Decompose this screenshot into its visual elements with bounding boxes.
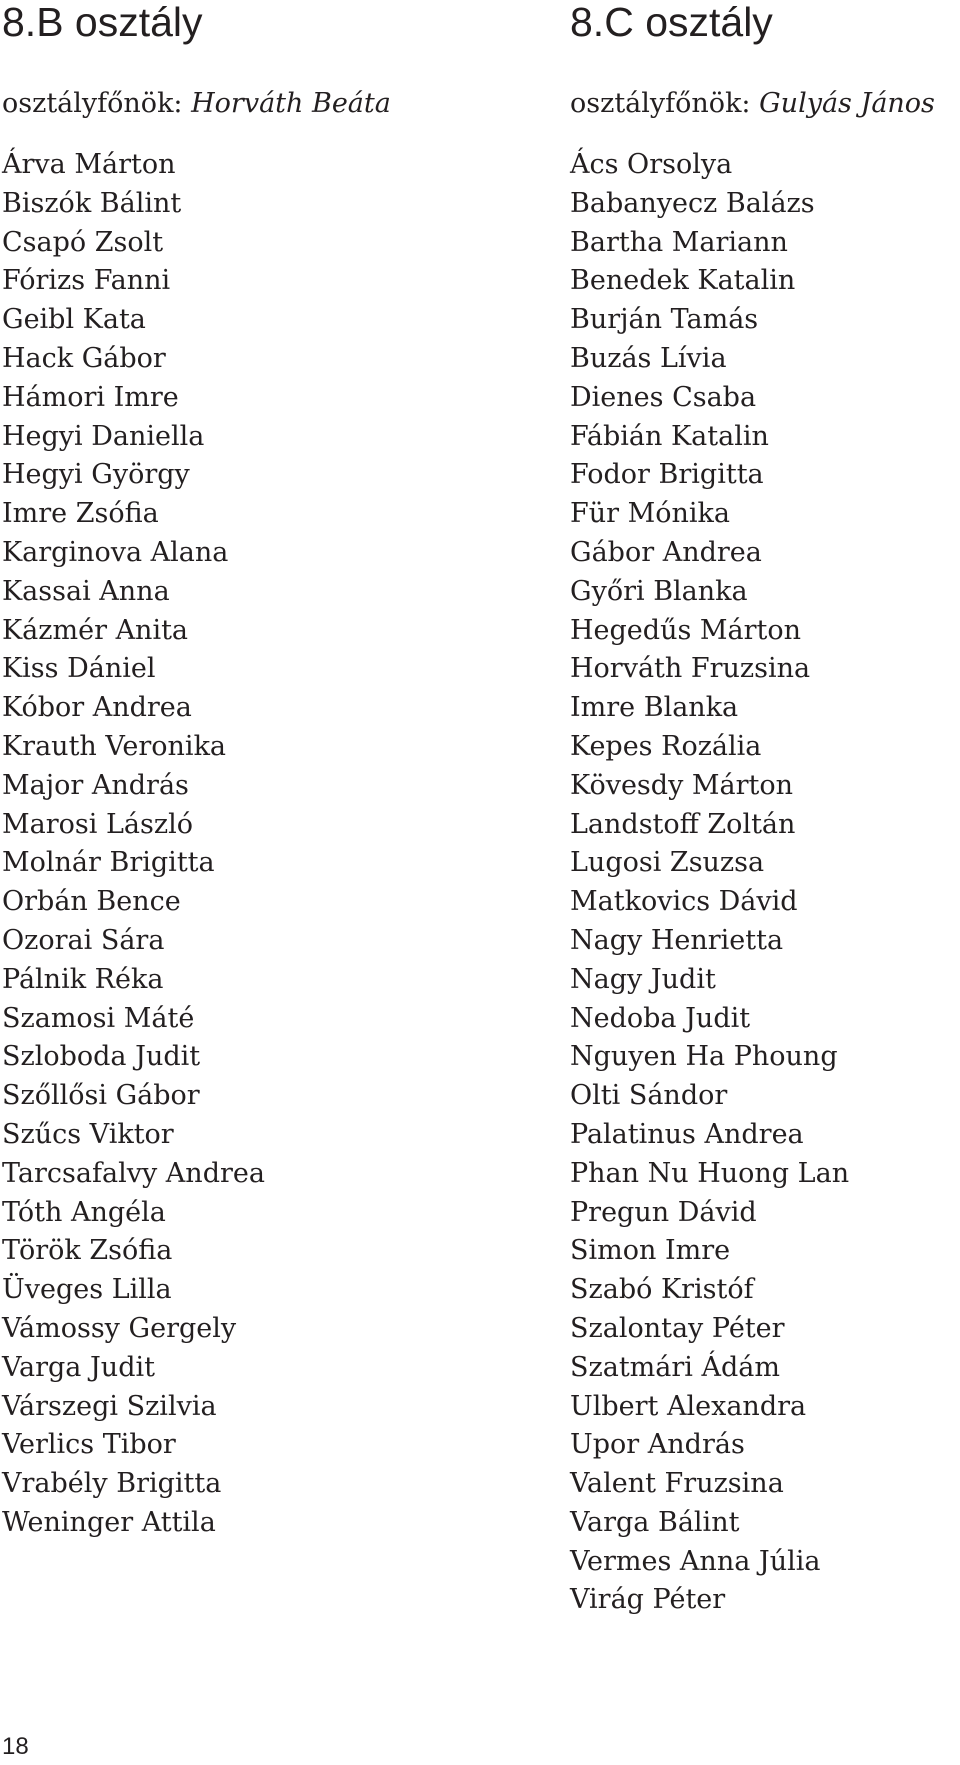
student-name: Horváth Fruzsina xyxy=(570,653,811,685)
student-name: Nagy Henrietta xyxy=(570,924,784,956)
student-name: Szloboda Judit xyxy=(2,1041,201,1073)
student-name: Marosi László xyxy=(2,808,193,840)
student-name: Biszók Bálint xyxy=(2,187,182,219)
student-name: Tóth Angéla xyxy=(2,1196,166,1228)
student-name: Kóbor Andrea xyxy=(2,692,192,724)
class-8c-title: 8.C osztály xyxy=(570,0,773,45)
class-8b-teacher xyxy=(2,86,391,122)
student-name: Weninger Attila xyxy=(2,1506,216,1538)
student-name: Várszegi Szilvia xyxy=(2,1390,217,1422)
student-name: Török Zsófia xyxy=(2,1235,173,1267)
student-name: Benedek Katalin xyxy=(570,265,796,297)
student-name: Fodor Brigitta xyxy=(570,459,764,491)
student-name: Hegyi György xyxy=(2,459,190,491)
student-name: Imre Blanka xyxy=(570,692,739,724)
student-name: Virág Péter xyxy=(570,1584,726,1616)
student-name: Phan Nu Huong Lan xyxy=(570,1157,850,1189)
student-name: Nguyen Ha Phoung xyxy=(570,1041,838,1073)
student-name: Lugosi Zsuzsa xyxy=(570,847,765,879)
student-name: Tarcsafalvy Andrea xyxy=(2,1157,265,1189)
student-name: Matkovics Dávid xyxy=(570,886,798,918)
student-name: Kepes Rozália xyxy=(570,730,762,762)
student-name: Üveges Lilla xyxy=(2,1274,172,1306)
student-name: Varga Bálint xyxy=(570,1506,740,1538)
student-name: Vrabély Brigitta xyxy=(2,1468,222,1500)
class-8b-column xyxy=(2,0,391,1543)
student-name: Szőllősi Gábor xyxy=(2,1080,200,1112)
student-name: Bartha Mariann xyxy=(570,226,788,258)
student-name: Palatinus Andrea xyxy=(570,1118,804,1150)
student-name: Hámori Imre xyxy=(2,381,179,413)
student-name: Dienes Csaba xyxy=(570,381,757,413)
student-name: Pálnik Réka xyxy=(2,963,164,995)
student-name: Babanyecz Balázs xyxy=(570,187,815,219)
student-name: Imre Zsófia xyxy=(2,498,159,530)
student-name: Simon Imre xyxy=(570,1235,731,1267)
student-name: Kassai Anna xyxy=(2,575,170,607)
student-name: Ulbert Alexandra xyxy=(570,1390,807,1422)
student-name: Ács Orsolya xyxy=(570,149,733,180)
student-name: Upor András xyxy=(570,1429,745,1461)
student-name: Geibl Kata xyxy=(2,304,146,336)
student-name: Vermes Anna Júlia xyxy=(570,1545,821,1577)
student-name: Für Mónika xyxy=(570,498,730,530)
student-name: Karginova Alana xyxy=(2,536,229,568)
class-8b-title: 8.B osztály xyxy=(2,0,203,45)
student-name: Győri Blanka xyxy=(570,575,748,607)
student-name: Valent Fruzsina xyxy=(570,1468,784,1500)
student-name: Major András xyxy=(2,769,189,801)
student-name: Hegedűs Márton xyxy=(570,614,802,646)
student-name: Olti Sándor xyxy=(570,1080,728,1112)
student-name: Szalontay Péter xyxy=(570,1312,785,1344)
class-8c-teacher xyxy=(570,86,935,122)
class-8b-student-list xyxy=(2,146,391,1543)
student-name: Fábián Katalin xyxy=(570,420,769,452)
student-name: Landstoff Zoltán xyxy=(570,808,796,840)
student-name: Orbán Bence xyxy=(2,886,181,918)
teacher-name: Gulyás János xyxy=(759,88,935,119)
student-name: Nagy Judit xyxy=(570,963,716,995)
student-name: Vámossy Gergely xyxy=(2,1312,237,1344)
student-name: Verlics Tibor xyxy=(2,1429,176,1461)
student-name: Hack Gábor xyxy=(2,342,166,374)
student-name: Szabó Kristóf xyxy=(570,1274,754,1306)
class-8c-student-list xyxy=(570,146,935,1620)
teacher-label: osztályfőnök: xyxy=(2,88,192,119)
student-name: Kövesdy Márton xyxy=(570,769,794,801)
teacher-name: Horváth Beáta xyxy=(191,88,391,119)
student-name: Szatmári Ádám xyxy=(570,1351,780,1383)
student-name: Szűcs Viktor xyxy=(2,1118,174,1150)
student-name: Nedoba Judit xyxy=(570,1002,751,1034)
student-name: Csapó Zsolt xyxy=(2,226,164,258)
student-name: Burján Tamás xyxy=(570,304,759,336)
student-name: Ozorai Sára xyxy=(2,924,165,956)
student-name: Szamosi Máté xyxy=(2,1002,195,1034)
student-name: Pregun Dávid xyxy=(570,1196,757,1228)
student-name: Gábor Andrea xyxy=(570,536,762,568)
student-name: Varga Judit xyxy=(2,1351,155,1383)
teacher-label: osztályfőnök: xyxy=(570,88,760,119)
class-8c-column xyxy=(570,0,935,1620)
student-name: Fórizs Fanni xyxy=(2,265,171,297)
student-name: Árva Márton xyxy=(2,149,176,180)
page-number: 18 xyxy=(2,1733,29,1760)
student-name: Buzás Lívia xyxy=(570,342,727,374)
student-name: Hegyi Daniella xyxy=(2,420,205,452)
student-name: Molnár Brigitta xyxy=(2,847,215,879)
student-name: Kázmér Anita xyxy=(2,614,189,646)
student-name: Krauth Veronika xyxy=(2,730,227,762)
student-name: Kiss Dániel xyxy=(2,653,156,685)
